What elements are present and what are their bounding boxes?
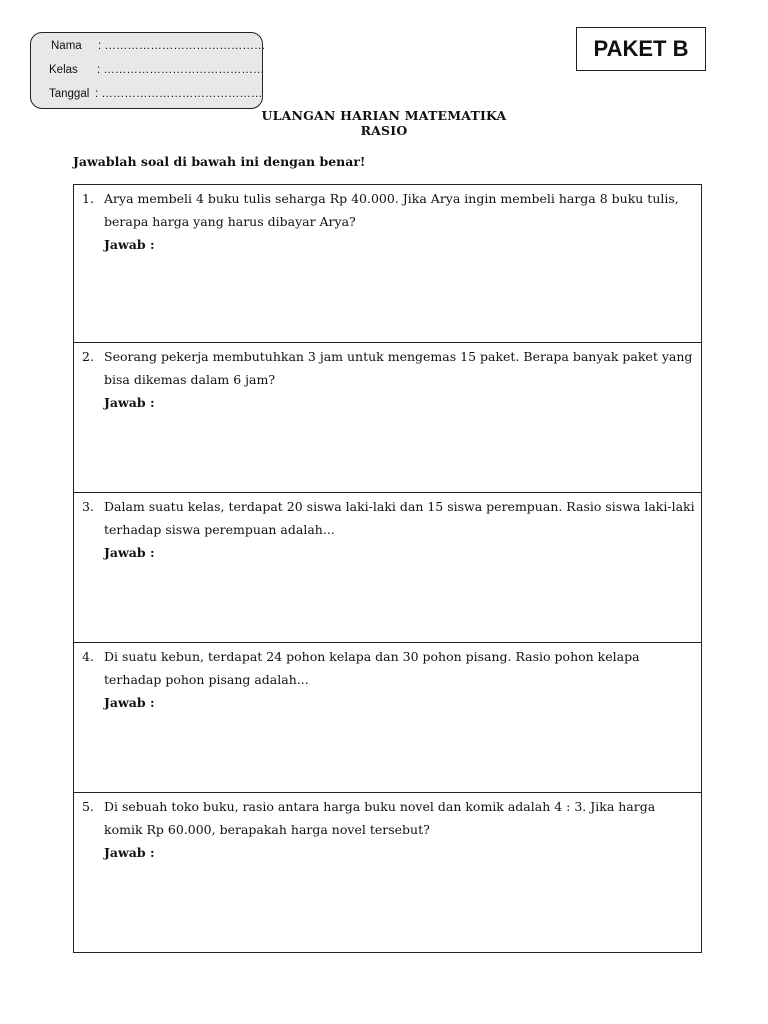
question-row-1 [74,185,701,342]
question-row-4 [74,642,701,792]
answer-label: Jawab : [104,845,155,860]
nama-field[interactable]: : …………………………………… [98,40,266,52]
answer-label: Jawab : [104,695,155,710]
answer-label: Jawab : [104,395,155,410]
tanggal-label: Tanggal [49,88,90,100]
question-text: Seorang pekerja membutuhkan 3 jam untuk mengemas 15 paket. Berapa banyak paket yang bisa dikemas dalam 6 jam? [104,349,693,387]
question-number: 5. [82,799,94,814]
question-body [104,645,696,714]
student-identity-box [30,32,266,109]
question-table [73,184,702,953]
question-row-5 [74,792,701,952]
paket-label: PAKET B [576,27,706,71]
question-text: Dalam suatu kelas, terdapat 20 siswa laki-laki dan 15 siswa perempuan. Rasio siswa laki-laki terhadap siswa perempuan adalah... [104,499,695,537]
question-number: 2. [82,349,94,364]
question-number: 1. [82,191,94,206]
page-title: ULANGAN HARIAN MATEMATIKA [261,108,507,123]
kelas-field[interactable]: : …………………………………… [97,64,265,76]
question-number: 3. [82,499,94,514]
answer-label: Jawab : [104,237,155,252]
question-body [104,795,696,864]
question-number: 4. [82,649,94,664]
tanggal-field[interactable]: : …………………………………… [95,88,263,100]
question-text: Di sebuah toko buku, rasio antara harga buku novel dan komik adalah 4 : 3. Jika harga komik Rp 60.000, berapakah harga novel tersebut? [104,799,656,837]
answer-label: Jawab : [104,545,155,560]
kelas-label: Kelas [49,64,78,76]
question-body [104,187,696,256]
instruction-text: Jawablah soal di bawah ini dengan benar! [73,154,366,169]
nama-label: Nama [51,40,82,52]
question-body [104,495,696,564]
question-row-2 [74,342,701,492]
question-row-3 [74,492,701,642]
page-subtitle: RASIO [360,123,408,138]
question-text: Di suatu kebun, terdapat 24 pohon kelapa dan 30 pohon pisang. Rasio pohon kelapa terhadap pohon pisang adalah... [104,649,640,687]
question-body [104,345,696,414]
question-text: Arya membeli 4 buku tulis seharga Rp 40.000. Jika Arya ingin membeli harga 8 buku tulis, berapa harga yang harus dibayar Arya? [104,191,679,229]
